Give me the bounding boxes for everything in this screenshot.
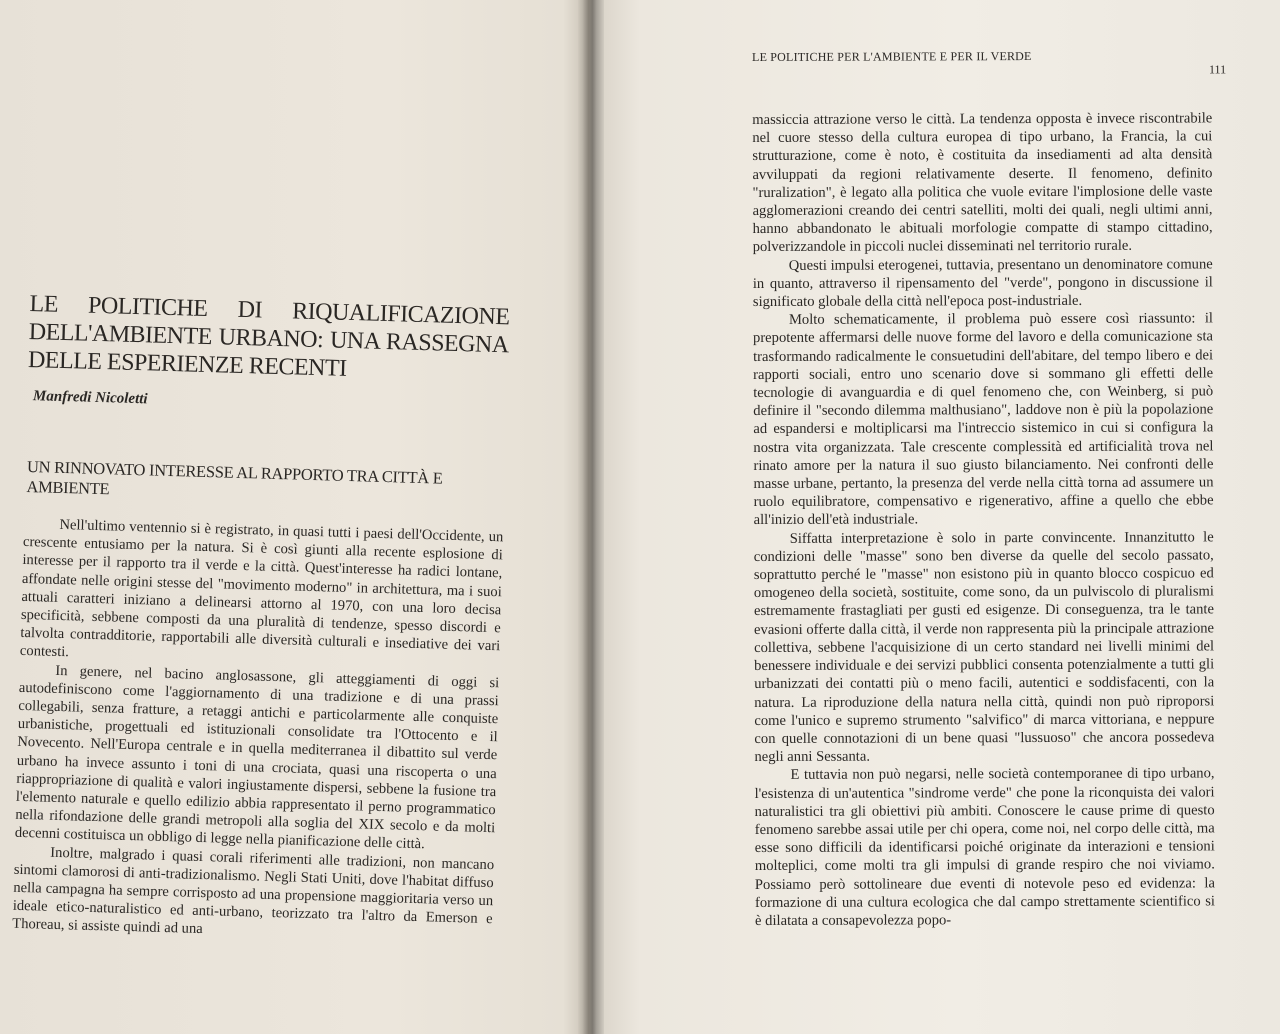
running-head: LE POLITICHE PER L'AMBIENTE E PER IL VERDE <box>752 49 1032 64</box>
article-title: LE POLITICHE DI RIQUALIFICAZIONE DELL'AMBIENTE URBANO: UNA RASSEGNA DELLE ESPERIENZE RECENTI <box>27 290 510 382</box>
body-paragraph: Molto schematicamente, il problema può essere così riassunto: il prepotente affermarsi delle nuove forme del lavoro e della comunicazione sta trasformando radicalmente le consuetudini dell'abitare, del tempo libero e dei rapporti sociali, entro uno scenario dove si sommano gli effetti delle tecnologie di avanguardia e di quel fenomeno che, con Weinberg, si può definire il "secondo dilemma malthusiano", laddove non è più la popolazione ad espandersi e moltiplicarsi ma l'intreccio sistemico in cui si configura la nostra vita organizzata. Tale crescente complessità ed artificialità trova nel rinato amore per la natura il suo giusto bilanciamento. Nei confronti delle masse urbane, pertanto, la presenza del verde nella città torna ad assumere un ruolo equilibratore, compensativo e rigenerativo, affine a quello che ebbe all'inizio dell'età industriale. <box>752 310 1214 529</box>
right-page-body <box>752 109 1215 930</box>
right-page-text-block <box>752 48 1227 930</box>
page-number: 111 <box>1208 62 1227 77</box>
body-paragraph: Questi impulsi eterogenei, tuttavia, presentano un denominatore comune in quanto, attraverso il ripensamento del "verde", pongono in discussione il significato globale della città nell'epoca post-industriale. <box>752 256 1213 311</box>
body-paragraph: Siffatta interpretazione è solo in parte convincente. Innanzitutto le condizioni delle "masse" sono ben diverse da quelle del secolo passato, soprattutto perché le "masse" non esistono più in quanto blocco cospicuo ed omogeneo della società, sostituite, come sono, da un pulviscolo di pluralismi estremamente frastagliati per gusti ed esigenze. Di conseguenza, tra le tante evasioni offerte dalla città, il verde non rappresenta più la principale attrazione collettiva, sebbene l'acquisizione di un certo standard nei livelli minimi del benessere individuale e dei servizi pubblici consenta potenzialmente a tutti gli urbanizzati dei contatti più o meno facili, autentici e soddisfacenti, con la natura. La riproduzione della natura nella città, quindi non può riproporsi come l'unico e supremo strumento "salvifico" di marca vittoriana, e neppure con quelle connotazioni di un bene quasi "lussuoso" che ancora possedeva negli anni Sessanta. <box>753 529 1215 766</box>
body-paragraph: Inoltre, malgrado i quasi corali riferimenti alle tradizioni, non mancano sintomi clamorosi di anti-tradizionalismo. Negli Stati Uniti, dove l'habitat diffuso nella campagna ha sempre corrisposto ad una propensione maggioritaria verso un ideale etico-naturalistico ed anti-urbano, teorizzato tra l'altro da Emerson e Thoreau, si assiste quindi ad una <box>12 844 495 938</box>
right-page <box>598 0 1280 1034</box>
author-name: Manfredi Nicoletti <box>32 388 148 408</box>
body-paragraph: E tuttavia non può negarsi, nelle società contemporanee di tipo urbano, l'esistenza di un'autentica "sindrome verde" che pone la riconquista dei valori naturalistici tra gli obiettivi più ambiti. Conoscere le cause prime di questo fenomeno sarebbe assai utile per chi opera, come noi, nel corpo delle città, ma esse sono difficili da identificarsi poiché originate da interazioni e tensioni molteplici, come molti tra gli impulsi di grande respiro che noi viviamo. Possiamo però sottolineare due eventi di notevole peso ed evidenza: la formazione di una cultura ecologica che dal campo strettamente scientifico si è dilatata a consapevolezza popo- <box>754 765 1216 929</box>
left-page <box>0 0 590 1034</box>
section-heading: UN RINNOVATO INTERESSE AL RAPPORTO TRA CITTÀ E AMBIENTE <box>26 456 443 499</box>
body-paragraph: Nell'ultimo ventennio si è registrato, in quasi tutti i paesi dell'Occidente, un crescente entusiamo per la natura. Si è così giunti alla recente esplosione di interesse per il rapporto tra il verde e la città. Quest'interesse ha radici lontane, affondate nelle origini stesse del "movimento moderno" in architettura, ma i suoi attuali caratteri iniziano a delinearsi attorno al 1970, con una loro decisa specificità, sebbene composti da una pluralità di tendenze, spesso discordi e talvolta contradditorie, rapportabili alle diversità culturali e insediative dei vari contesti. <box>19 516 504 661</box>
body-paragraph: massiccia attrazione verso le città. La tendenza opposta è invece riscontrabile nel cuore stesso della cultura europea di tipo urbano, la Francia, la cui strutturazione, come è noto, è costituita da insediamenti ad alta densità avviluppati da regioni relativamente deserte. Il fenomeno, definito "ruralization", è legato alla politica che vuole evitare l'implosione delle vaste agglomerazioni creando dei centri satelliti, molti dei quali, negli ultimi anni, hanno abbandonato le abituali morfologie compatte di stampo cittadino, polverizzandole in piccoli nuclei disseminati nel territorio rurale. <box>752 110 1213 256</box>
left-page-text-block <box>12 290 510 947</box>
body-paragraph: In genere, nel bacino anglosassone, gli atteggiamenti di oggi si autodefiniscono come l'aggiornamento di una tradizione e di una prassi collegabili, senza fratture, a retaggi antichi e particolarmente alle conquiste urbanistiche, progettuali ed istituzionali consolidate tra l'Ottocento e il Novecento. Nell'Europa centrale e in quella mediterranea il dibattito sul verde urbano ha invece assunto i toni di una crociata, quasi una riscoperta o una riappropriazione di qualità e valori ingiustamente dispersi, sebbene la fusione tra l'elemento naturale e quello edilizio abbia rappresentato il perno programmatico nella rifondazione delle grandi metropoli alla soglia del XIX secolo e da molti decenni costituisca un obbligo di legge nella pianificazione delle città. <box>14 662 500 853</box>
